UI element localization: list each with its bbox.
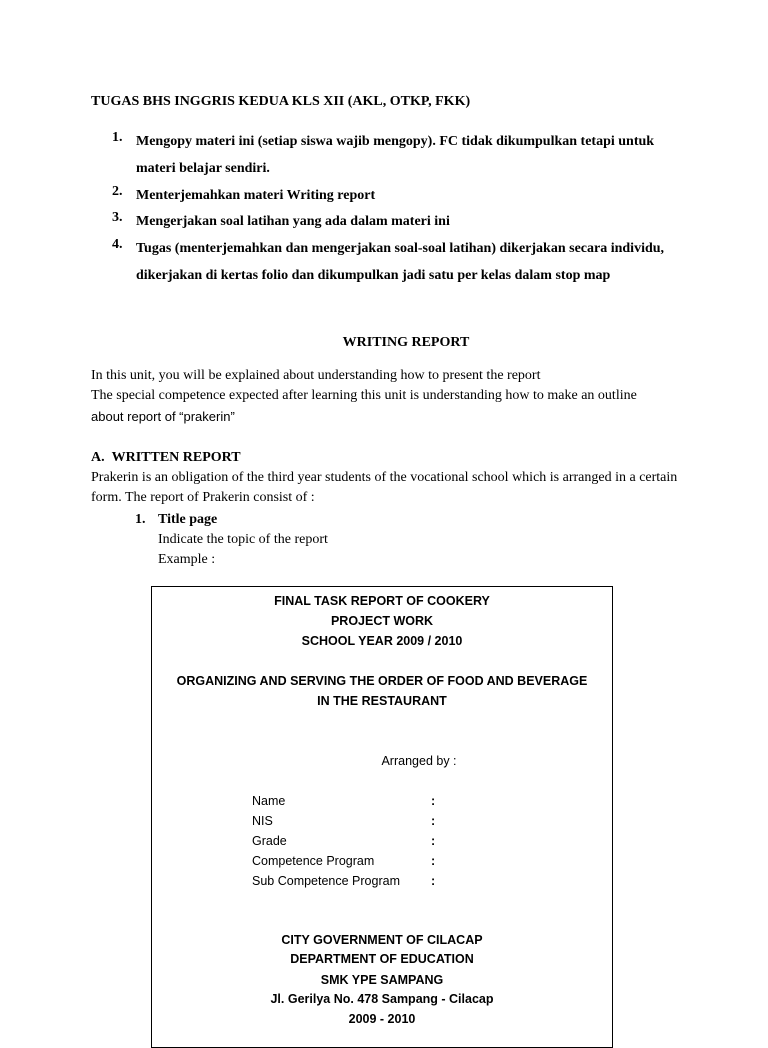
list-item-number: 2. [112,184,123,199]
cover-header-line: FINAL TASK REPORT OF COOKERY [274,594,490,608]
cover-header-line: PROJECT WORK [330,614,434,628]
field-label-nis: NIS [252,814,273,828]
field-colon: : [431,834,436,848]
list-item-text: Mengerjakan soal latihan yang ada dalam materi ini [136,214,450,229]
cover-footer-line: 2009 - 2010 [348,1012,416,1026]
field-colon: : [431,874,436,888]
cover-subject-line: IN THE RESTAURANT [317,694,447,708]
field-label-competence-program: Competence Program [252,854,375,868]
intro-line: The special competence expected after learning this unit is understanding how to make an outline [91,388,637,403]
field-colon: : [431,854,436,868]
field-colon: : [431,814,436,828]
section-a-paragraph: Prakerin is an obligation of the third year students of the vocational school which is arranged in a certain form. The report of Prakerin consist of : [91,470,678,505]
cover-footer-line: SMK YPE SAMPANG [320,973,444,987]
cover-footer-line: CITY GOVERNMENT OF CILACAP [281,933,483,947]
intro-line: In this unit, you will be explained about understanding how to present the report [91,368,541,383]
field-label-sub-competence-program: Sub Competence Program [252,874,400,888]
list-item-number: 4. [112,237,123,252]
document-heading: TUGAS BHS INGGRIS KEDUA KLS XII (AKL, OTKP, FKK) [91,94,471,109]
cover-header-line: SCHOOL YEAR 2009 / 2010 [301,634,463,648]
example-cover-page [151,586,613,1048]
example-label: Example : [158,552,216,567]
title-page-number: 1. [135,512,146,527]
section-title: WRITING REPORT [342,335,470,350]
cover-footer-line: Jl. Gerilya No. 478 Sampang - Cilacap [270,992,494,1006]
list-item-number: 1. [112,130,123,145]
list-item-text: Menterjemahkan materi Writing report [136,188,376,203]
title-page-description: Indicate the topic of the report [158,532,328,547]
field-colon: : [431,794,436,808]
section-a-title: A. WRITTEN REPORT [91,450,241,465]
list-item-number: 3. [112,210,123,225]
title-page-heading: Title page [158,512,218,527]
field-label-name: Name [252,794,286,808]
cover-subject-line: ORGANIZING AND SERVING THE ORDER OF FOOD AND BEVERAGE [176,674,588,688]
field-label-grade: Grade [252,834,287,848]
arranged-by-label: Arranged by : [381,754,457,768]
list-item-text: Mengopy materi ini (setiap siswa wajib mengopy). FC tidak dikumpulkan tetapi untuk materi belajar sendiri. [136,134,655,176]
list-item-text: Tugas (menterjemahkan dan mengerjakan soal-soal latihan) dikerjakan secara individu, dikerjakan di kertas folio dan dikumpulkan jadi satu per kelas dalam stop map [136,241,665,283]
cover-footer-line: DEPARTMENT OF EDUCATION [290,952,474,966]
intro-line: about report of “prakerin” [91,409,235,424]
